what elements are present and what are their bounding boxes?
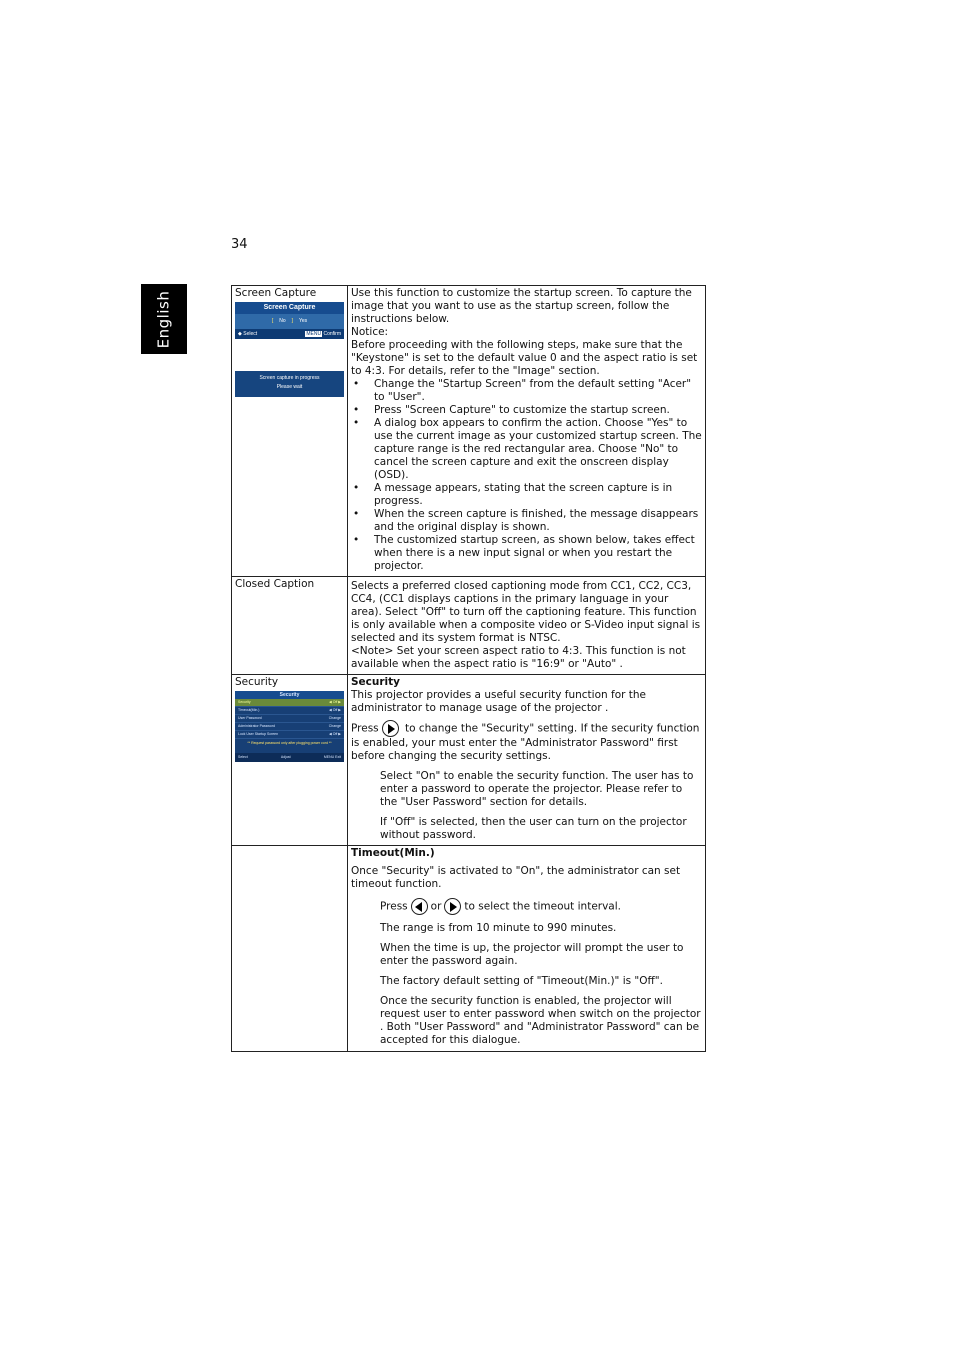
security-off-text: If "Off" is selected, then the user can turn on the projector without password.	[380, 816, 687, 841]
menu-key-icon: MENU	[306, 331, 322, 337]
osd-row: Lock User Startup Screen ◀ Off ▶	[235, 731, 344, 739]
list-item: • A dialog box appears to confirm the action. Choose "Yes" to use the current image as your customized startup screen. The capture range is the red rectangular area. Choose "No" to cancel the screen capture and exit the onscreen display (OSD).	[351, 417, 702, 482]
osd-row: Administrator Password Change	[235, 723, 344, 731]
table-row	[232, 846, 706, 1052]
row-label-closed-caption: Closed Caption	[235, 578, 315, 590]
osd-option-no: No	[279, 318, 286, 324]
progress-line-2: Please wait	[276, 384, 303, 390]
row-label-cell	[232, 846, 348, 1052]
timeout-press-text: Press or to select the timeout interval.	[380, 898, 702, 915]
row-label-cell	[232, 675, 348, 846]
timeout-heading: Timeout(Min.)	[351, 847, 435, 859]
row-label-cell	[232, 286, 348, 577]
table-row	[232, 577, 706, 675]
row-label-screen-capture: Screen Capture	[235, 287, 317, 299]
list-item: • Change the "Startup Screen" from the default setting "Acer" to "User".	[351, 378, 702, 404]
security-osd	[235, 691, 344, 762]
list-item: • A message appears, stating that the screen capture is in progress.	[351, 482, 702, 508]
row-description-cell	[348, 675, 706, 846]
closed-caption-note: <Note> Set your screen aspect ratio to 4:3. This function is not available when the aspect ratio is "16:9" or "Auto" .	[351, 645, 686, 670]
row-description-cell	[348, 577, 706, 675]
list-item: • Press "Screen Capture" to customize the startup screen.	[351, 404, 702, 417]
row-description-cell	[348, 846, 706, 1052]
security-press-text: Press to change the "Security" setting. If the security function is enabled, your must enter the "Administrator Password" first before changing the security settings.	[351, 720, 702, 763]
closed-caption-text: Selects a preferred closed captioning mode from CC1, CC2, CC3, CC4, (CC1 displays captions in the primary language in your area). Select "Off" to turn off the captioning feature. This function is only available when a composite video or S-Video input signal is selected and its system format is NTSC.	[351, 580, 701, 644]
row-label-cell	[232, 577, 348, 675]
list-item: • When the screen capture is finished, the message disappears and the original display is shown.	[351, 508, 702, 534]
screen-capture-osd	[235, 302, 344, 339]
security-heading: Security	[351, 676, 401, 688]
osd-row: User Password Change	[235, 715, 344, 723]
screen-capture-steps	[351, 378, 702, 573]
table-row	[232, 675, 706, 846]
right-arrow-icon	[444, 898, 461, 915]
language-tab	[141, 284, 187, 354]
language-tab-label: English	[154, 290, 173, 348]
right-arrow-icon	[382, 720, 399, 737]
timeout-time-up: When the time is up, the projector will prompt the user to enter the password again.	[380, 942, 684, 967]
notice-text: Before proceeding with the following steps, make sure that the "Keystone" is set to the default value 0 and the aspect ratio is set to 4:3. For details, refer to the "Image" section.	[351, 339, 698, 377]
arrows-icon: ◆	[238, 331, 242, 337]
security-on-text: Select "On" to enable the security function. The user has to enter a password to operate the projector. Please refer to the "User Password" section for details.	[380, 770, 694, 808]
timeout-intro: Once "Security" is activated to "On", the administrator can set timeout function.	[351, 865, 681, 890]
row-label-security: Security	[235, 676, 279, 688]
osd-title: Security	[235, 691, 344, 699]
screen-capture-intro: Use this function to customize the startup screen. To capture the image that you want to use as the startup screen, follow the instructions below.	[351, 287, 692, 325]
osd-row: Timeout(Min.) ◀ Off ▶	[235, 707, 344, 715]
security-intro: This projector provides a useful security function for the administrator to manage usage of the projector .	[351, 689, 647, 714]
progress-line-1: Screen capture in progress	[259, 375, 320, 381]
row-description-cell	[348, 286, 706, 577]
table-row	[232, 286, 706, 577]
osd-option-yes: Yes	[299, 318, 308, 324]
settings-table	[231, 285, 706, 1052]
page-number: 34	[231, 237, 248, 252]
osd-footer: ◆ Select MENU Confirm	[238, 331, 341, 337]
osd-footer: Select Adjust MENU Exit	[235, 753, 344, 762]
timeout-range: The range is from 10 minute to 990 minutes.	[380, 922, 617, 934]
left-arrow-icon	[411, 898, 428, 915]
osd-note: ** Request password only after plugging power cord **	[247, 741, 332, 745]
list-item: • The customized startup screen, as shown below, takes effect when there is a new input signal or when you restart the projector.	[351, 534, 702, 573]
osd-title: Screen Capture	[235, 302, 344, 314]
timeout-enabled-text: Once the security function is enabled, the projector will request user to enter password when switch on the projector . Both "User Password" and "Administrator Password" can be accepted for this dialogue.	[380, 995, 701, 1046]
osd-options: [ No ] Yes	[235, 314, 344, 329]
capture-progress-osd	[235, 371, 344, 397]
osd-row: Security ◀ Off ▶	[235, 699, 344, 707]
timeout-factory-default: The factory default setting of "Timeout(Min.)" is "Off".	[380, 975, 663, 987]
notice-label: Notice:	[351, 326, 389, 338]
